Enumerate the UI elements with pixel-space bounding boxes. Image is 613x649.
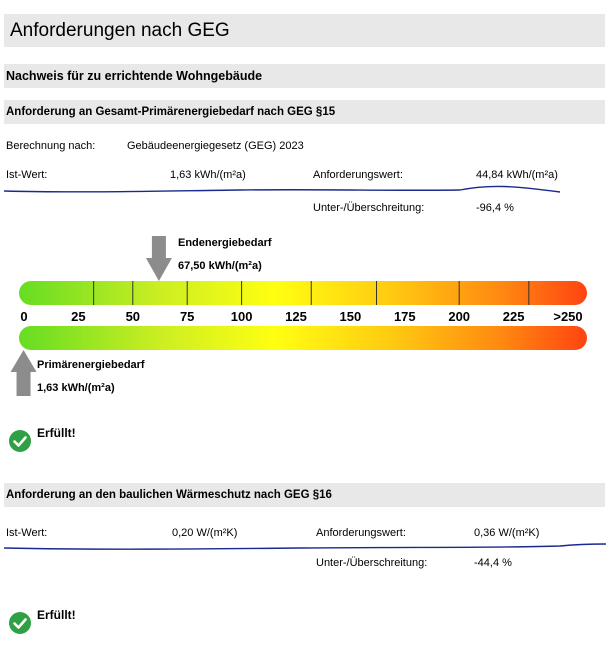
primary-heading-band [4,100,605,124]
scale-bar-top [19,281,587,305]
page-title: Anforderungen nach GEG [10,19,230,41]
thermal-heading-band [4,483,605,507]
thermal-ueberschreitung-value: -44,4 % [474,557,512,569]
thermal-ist-label: Ist-Wert: [6,527,48,539]
primaerenergie-label: Primärenergiebedarf [37,359,145,371]
ist-label: Ist-Wert: [6,169,48,181]
anforderung-label: Anforderungswert: [313,169,403,181]
calc-label: Berechnung nach: [6,140,96,152]
check-icon [9,612,31,634]
scale-tick-label: 225 [502,309,525,324]
scale-tick-label: 175 [393,309,416,324]
thermal-anforderung-value: 0,36 W/(m²K) [474,527,540,539]
page-title-band [4,14,605,47]
scale-bar-bottom [19,326,587,350]
thermal-anforderung-label: Anforderungswert: [316,527,406,539]
thermal-ist-value: 0,20 W/(m²K) [172,527,238,539]
endenergie-arrow-icon [146,236,172,281]
thermal-ueberschreitung-label: Unter-/Überschreitung: [316,557,428,569]
thermal-status: Erfüllt! [37,608,76,622]
scale-tick-label: 75 [179,309,195,324]
scale-tick-label: 0 [20,309,28,324]
ueberschreitung-value: -96,4 % [476,202,514,214]
scale-tick-label: 50 [125,309,141,324]
scale-divisions [94,281,529,305]
scale-tick-label: 125 [285,309,307,324]
scale-tick-label: 200 [448,309,471,324]
primaerenergie-value: 1,63 kWh/(m²a) [37,382,115,394]
primaerenergie-arrow-icon [11,350,37,396]
scale-tick-label: 100 [230,309,253,324]
primary-heading: Anforderung an Gesamt-Primärenergiebedarf nach GEG §15 [6,106,336,118]
primary-status: Erfüllt! [37,426,76,440]
scale-tick-label: 25 [71,309,86,324]
thermal-heading: Anforderung an den baulichen Wärmeschutz nach GEG §16 [6,489,332,501]
underline-primary [4,186,560,192]
scale-tick-label: >250 [553,309,583,324]
calc-value: Gebäudeenergiegesetz (GEG) 2023 [127,140,304,152]
anforderung-value: 44,84 kWh/(m²a) [476,169,558,181]
underline-thermal [4,544,606,549]
endenergie-value: 67,50 kWh/(m²a) [178,260,262,272]
ueberschreitung-label: Unter-/Überschreitung: [313,202,425,214]
scale-tick-label: 150 [339,309,362,324]
section-subtitle-band [4,64,605,88]
check-icon [9,430,31,452]
section-subtitle: Nachweis für zu errichtende Wohngebäude [6,69,263,83]
ist-value: 1,63 kWh/(m²a) [170,169,246,181]
endenergie-label: Endenergiebedarf [178,237,272,249]
